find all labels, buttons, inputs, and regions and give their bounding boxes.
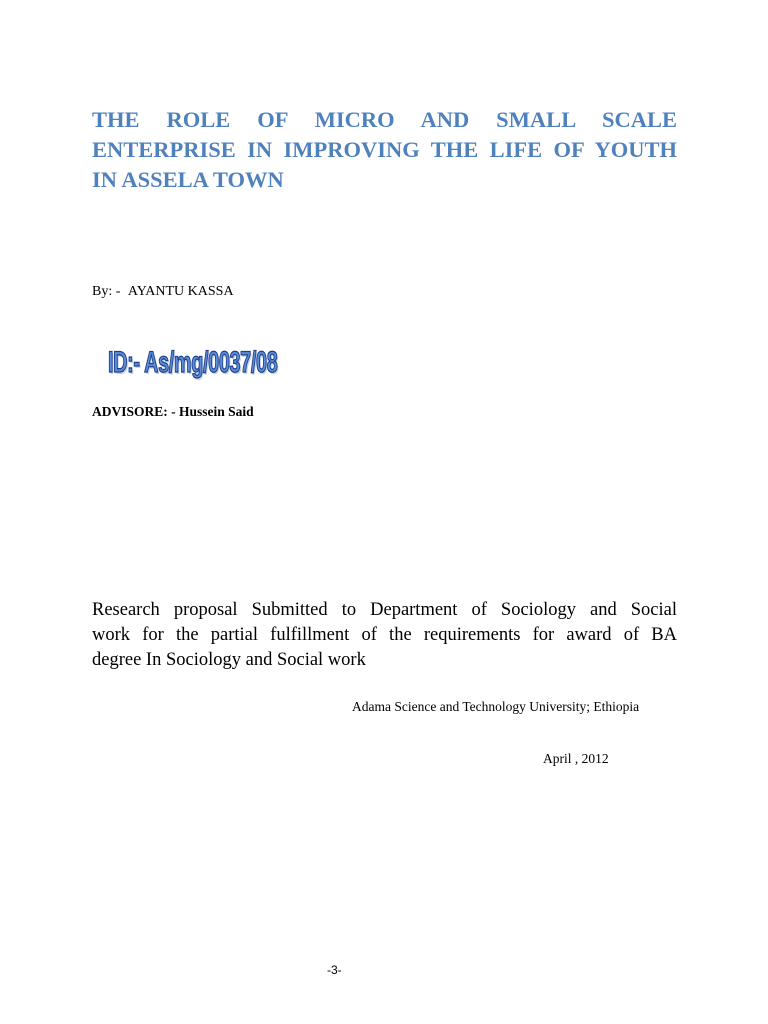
author-name: AYANTU KASSA <box>127 284 234 299</box>
university-name: Adama Science and Technology University; Ethiopia <box>352 699 640 714</box>
document-title <box>92 105 677 195</box>
page-number: -3- <box>327 963 342 977</box>
author-label: By: - <box>92 284 121 299</box>
proposal-line: Research proposal Submitted to Department of Sociology and Social <box>92 600 677 620</box>
title-line: ENTERPRISE IN IMPROVING THE LIFE OF YOUTH <box>92 137 677 162</box>
student-id-wordart: ID:- As/mg/0037/08 <box>108 346 278 379</box>
author-line <box>92 283 234 301</box>
submission-date: April , 2012 <box>543 751 609 766</box>
title-line: THE ROLE OF MICRO AND SMALL SCALE <box>92 107 677 132</box>
proposal-line: degree In Sociology and Social work <box>92 650 366 670</box>
advisor-line: ADVISORE: - Hussein Said <box>92 404 254 419</box>
proposal-statement <box>92 598 677 673</box>
title-line: IN ASSELA TOWN <box>92 167 284 192</box>
proposal-line: work for the partial fulfillment of the requirements for award of BA <box>92 625 677 645</box>
